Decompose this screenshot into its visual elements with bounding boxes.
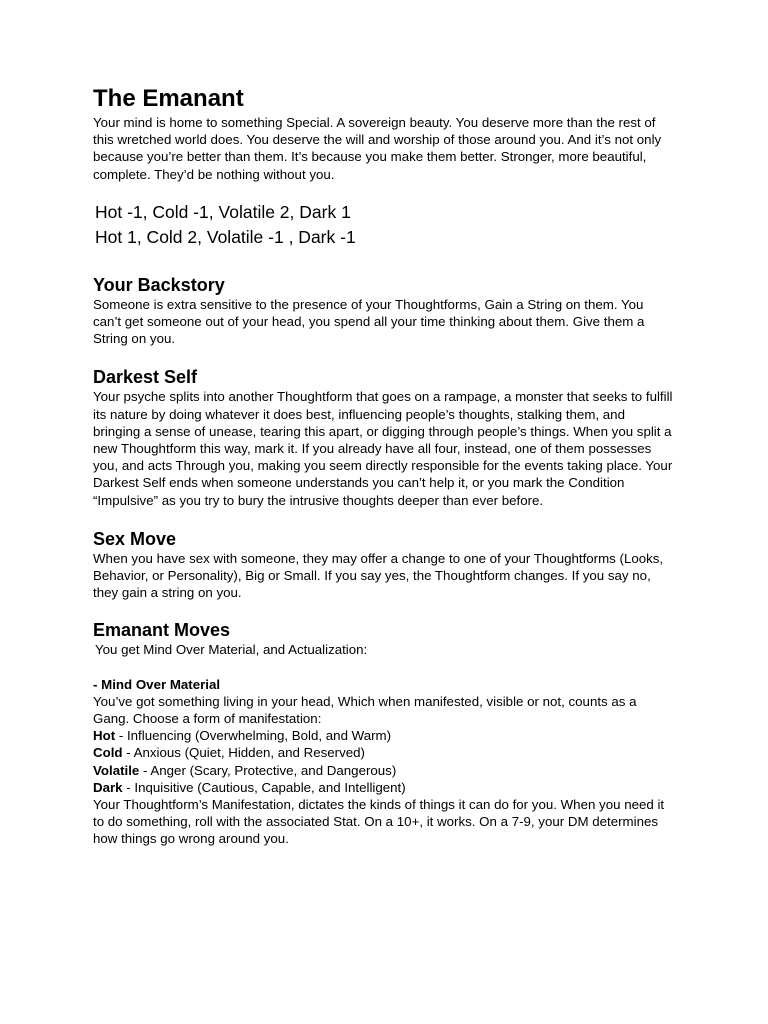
form-item-cold [93, 744, 673, 761]
form-desc: - Influencing (Overwhelming, Bold, and Warm) [115, 728, 392, 744]
sex-move-text: When you have sex with someone, they may offer a change to one of your Thoughtforms (Looks, Behavior, or Personality), Big or Small. If you say yes, the Thoughtform changes. If you say no, they gain a string on you. [93, 550, 664, 601]
stat-line-1: Hot -1, Cold -1, Volatile 2, Dark 1 [95, 201, 351, 222]
document-page [93, 84, 673, 848]
move-outro: Your Thoughtform’s Manifestation, dictates the kinds of things it can do for you. When you need it to do something, roll with the associated Stat. On a 10+, it works. On a 7-9, your DM determines how things go wrong around you. [93, 797, 665, 847]
stat-line-2: Hot 1, Cold 2, Volatile -1 , Dark -1 [95, 226, 356, 247]
form-item-dark [93, 779, 673, 796]
moves-intro: You get Mind Over Material, and Actualization: [95, 642, 368, 658]
form-item-hot [93, 727, 673, 744]
form-item-volatile [93, 762, 673, 779]
moves-heading: Emanant Moves [93, 620, 231, 641]
move-title: - Mind Over Material [93, 676, 221, 692]
darkest-self-text: Your psyche splits into another Thoughtform that goes on a rampage, a monster that seeks to fulfill its nature by doing whatever it does best, influencing people’s thoughts, stalking them, and bringing a sense of unease, tearing this apart, or digging through people’s things. When you split a new Thoughtform this way, mark it. If you already have all four, instead, one of them possesses you, and acts Through you, making you seem directly responsible for the events taking place. Your Darkest Self ends when someone understands you can’t help it, or you mark the Condition “Impulsive” as you try to bury the intrusive thoughts deeper than ever before. [93, 389, 673, 508]
backstory-heading: Your Backstory [93, 274, 225, 295]
forms-list [93, 727, 673, 796]
form-desc: - Anxious (Quiet, Hidden, and Reserved) [122, 745, 365, 761]
intro-paragraph: Your mind is home to something Special. A sovereign beauty. You deserve more than the rest of this wretched world does. You deserve the will and worship of those around you. And it’s not only because you’re better than them. It’s because you make them better. Stronger, more beautiful, complete. They’d be nothing without you. [93, 115, 662, 182]
darkest-self-heading: Darkest Self [93, 367, 198, 388]
form-desc: - Anger (Scary, Protective, and Dangerous) [139, 762, 397, 778]
form-name: Dark [93, 779, 123, 795]
page-title: The Emanant [93, 85, 244, 112]
sex-move-heading: Sex Move [93, 528, 177, 549]
stats-block [95, 200, 673, 250]
form-desc: - Inquisitive (Cautious, Capable, and Intelligent) [122, 779, 406, 795]
move-text: You’ve got something living in your head, Which when manifested, visible or not, counts as a Gang. Choose a form of manifestation: [93, 693, 637, 727]
backstory-text: Someone is extra sensitive to the presence of your Thoughtforms, Gain a String on them. You can’t get someone out of your head, you spend all your time thinking about them. Give them a String on you. [93, 296, 645, 347]
form-name: Volatile [93, 762, 140, 778]
form-name: Hot [93, 728, 116, 744]
form-name: Cold [93, 745, 123, 761]
